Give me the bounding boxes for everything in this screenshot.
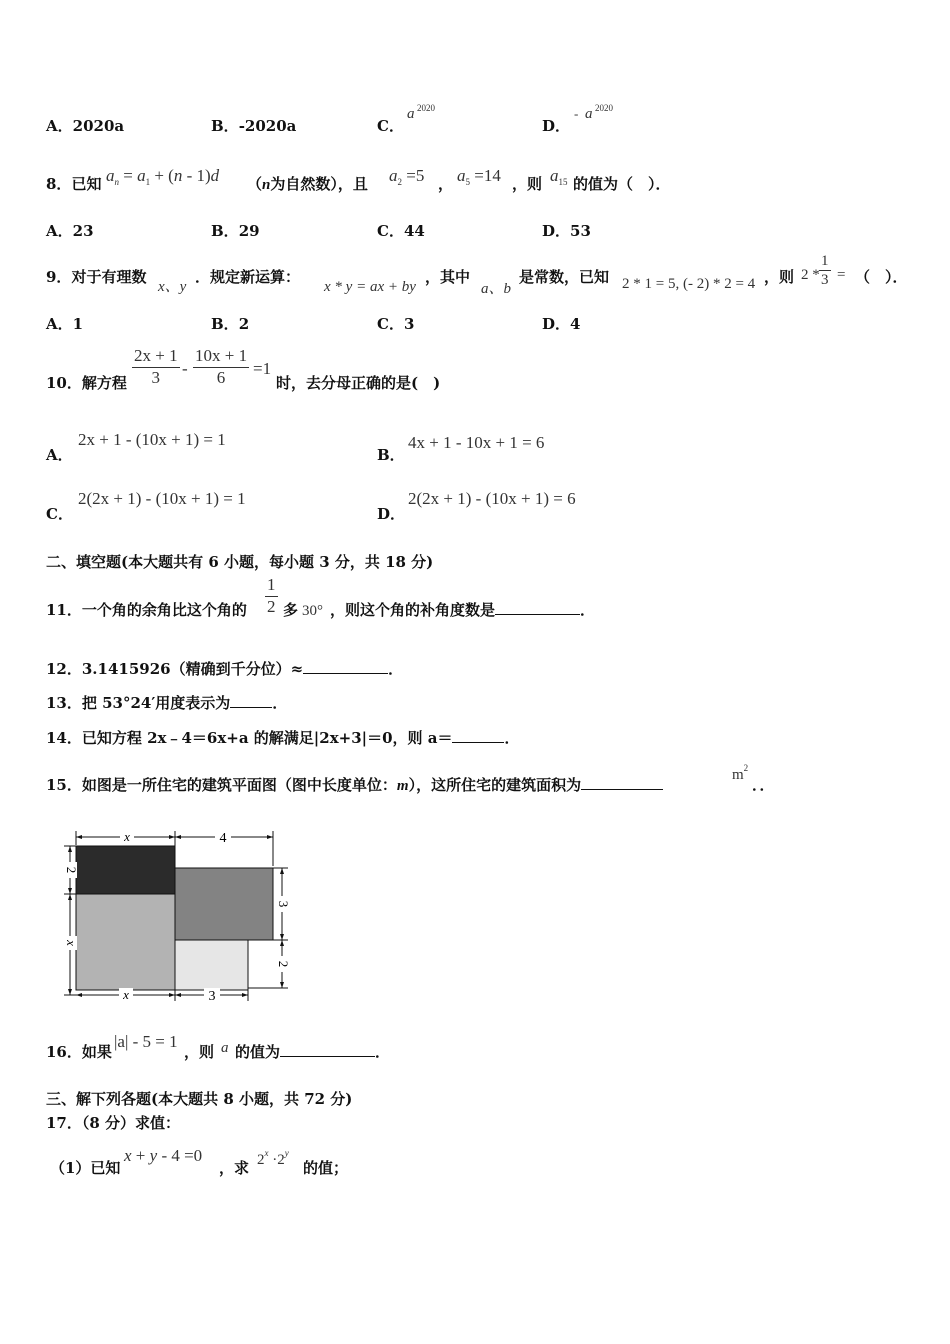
- q12-blank[interactable]: [303, 659, 388, 674]
- floor-plan-figure: [60, 828, 292, 1003]
- plan-room-mid: [175, 868, 273, 940]
- q8-option-c: C．44: [377, 222, 425, 240]
- q10-option-d-label: D．: [377, 505, 406, 523]
- q17-heading: 17．（8 分）求值：: [46, 1114, 181, 1132]
- q9-stem-4: 是常数，已知: [519, 268, 610, 286]
- q8-a5: $a_5 =14$: [457, 166, 501, 187]
- q17-part1-condition: x + y - 4 =0: [124, 1146, 203, 1165]
- section-3-heading: 三、解下列各题(本大题共 8 小题，共 72 分): [46, 1090, 353, 1108]
- q9-stem-6: （ ）．: [855, 268, 908, 286]
- q11-stem-2: 多: [283, 601, 299, 619]
- q7-d-base: a: [585, 106, 593, 122]
- q7-option-d: D． - a 2020: [542, 116, 570, 136]
- q9-stem: 9．对于有理数: [46, 268, 147, 286]
- q17-part1-expression: $2^x \cdot 2^y$: [257, 1148, 289, 1168]
- q13-blank[interactable]: [230, 693, 272, 708]
- q10-minus: -: [182, 359, 188, 378]
- q7-option-c: C． a 2020: [377, 116, 404, 136]
- q7-option-a: A．2020a: [46, 117, 125, 135]
- q9-consts: a、b: [481, 281, 512, 297]
- q16-stem-2: ，则: [184, 1043, 215, 1061]
- plan-top-x: x: [124, 829, 130, 844]
- q15-area-unit: $m^2$: [732, 763, 749, 783]
- q8-stem-2: （n为自然数），且: [247, 175, 368, 193]
- q8-option-a: A．23: [46, 222, 94, 240]
- q11-fraction: $\frac{1}{2}$: [267, 575, 276, 616]
- q8-a2: $a_2 =5$: [389, 166, 425, 187]
- q8-option-b: B．29: [211, 222, 260, 240]
- q11-blank[interactable]: [495, 600, 580, 615]
- plan-left-2: 2: [64, 866, 80, 874]
- plan-room-light: [76, 894, 175, 990]
- q7-d-prefix: -: [574, 106, 579, 121]
- q9-stem-2: ．规定新运算：: [195, 268, 301, 286]
- q14: 14．已知方程 2x﹣4＝6x+a 的解满足|2x+3|＝0，则 a＝ ．: [46, 729, 520, 747]
- q8-a15: $a_{15}$: [550, 166, 568, 187]
- q9-option-b: B．2: [211, 315, 250, 333]
- section-2-heading: 二、填空题(本大题共有 6 小题，每小题 3 分，共 18 分): [46, 553, 434, 571]
- q7-option-b: B．-2020a: [211, 117, 297, 135]
- q9-option-d: D．4: [542, 315, 581, 333]
- q9-vars: x、y: [158, 279, 187, 295]
- q15-stem: 15．如图是一所住宅的建筑平面图（图中长度单位：m），这所住宅的建筑面积为: [46, 775, 663, 796]
- q10-option-b-label: B．: [377, 446, 405, 464]
- q10-fraction-1: $\frac{2x + 1}{3}$: [134, 346, 178, 387]
- q17-part1-end: 的值；: [303, 1159, 349, 1177]
- plan-right-2: 2: [276, 960, 292, 968]
- plan-left-x: x: [64, 940, 80, 946]
- q15-end: ．．: [752, 776, 775, 794]
- plan-bottom-3: 3: [208, 989, 216, 1003]
- q10-fraction-2: $\frac{10x + 1}{6}$: [195, 346, 248, 387]
- q15-blank[interactable]: [581, 775, 663, 790]
- q10-stem-2: 时，去分母正确的是( ): [276, 374, 441, 392]
- q11-angle: 30°: [302, 603, 323, 619]
- q10-eq: =1: [253, 359, 272, 378]
- q10-option-a-math: 2x + 1 - (10x + 1) = 1: [78, 430, 226, 449]
- q8-comma: ，: [438, 175, 454, 193]
- q8-stem-4: 的值为（ ）．: [573, 175, 671, 193]
- q9-ask-fraction: $\frac{1}{3}$: [821, 253, 829, 288]
- q16-abs: |a| - 5 = 1: [114, 1032, 178, 1051]
- q10-stem: 10．解方程: [46, 374, 127, 392]
- q8-stem-3: ，则: [512, 175, 543, 193]
- q16-stem-3: 的值为 ．: [235, 1043, 391, 1061]
- q9-operation: x * y = ax + by: [324, 279, 416, 295]
- q9-known: 2 * 1 = 5, (- 2) * 2 = 4: [622, 276, 756, 292]
- q16-var: a: [221, 1040, 229, 1056]
- q10-option-c-label: C．: [46, 505, 73, 523]
- plan-room-dark: [76, 846, 175, 894]
- q7-c-exp: 2020: [417, 103, 435, 113]
- q14-blank[interactable]: [452, 728, 504, 743]
- q9-stem-3: ，其中: [425, 268, 471, 286]
- plan-room-pale: [175, 940, 248, 990]
- plan-top-4: 4: [219, 831, 227, 846]
- q7-c-base: a: [407, 106, 415, 122]
- q8-option-d: D．53: [542, 222, 591, 240]
- q10-option-a-label: A．: [46, 446, 73, 464]
- q13: 13．把 53°24′用度表示为 ．: [46, 694, 288, 712]
- q9-stem-5: ，则: [764, 268, 795, 286]
- q9-option-a: A．1: [46, 315, 84, 333]
- q8-stem: 8．已知: [46, 175, 102, 193]
- q9-ask-base: 2 *: [801, 267, 820, 283]
- q17-part1-label: （1）已知: [50, 1159, 121, 1177]
- q17-part1-ask: ，求: [219, 1159, 250, 1177]
- q16-stem: 16．如果: [46, 1043, 112, 1061]
- q9-option-c: C．3: [377, 315, 415, 333]
- q8-formula: $a_n = a_1 + (n - 1)d$: [106, 166, 220, 187]
- q10-option-d-math: 2(2x + 1) - (10x + 1) = 6: [408, 489, 576, 508]
- q10-option-c-math: 2(2x + 1) - (10x + 1) = 1: [78, 489, 246, 508]
- q10-option-b-math: 4x + 1 - 10x + 1 = 6: [408, 433, 545, 452]
- q12: 12．3.1415926（精确到千分位）≈ ．: [46, 660, 404, 678]
- q9-ask-eq: =: [837, 267, 846, 283]
- q16-blank[interactable]: [280, 1042, 375, 1057]
- plan-bottom-x: x: [123, 987, 129, 1002]
- q11-stem-3: ，则这个角的补角度数是 ．: [330, 601, 596, 619]
- q11-stem: 11．一个角的余角比这个角的: [46, 601, 247, 619]
- q7-d-exp: 2020: [595, 103, 613, 113]
- plan-right-3: 3: [276, 900, 292, 908]
